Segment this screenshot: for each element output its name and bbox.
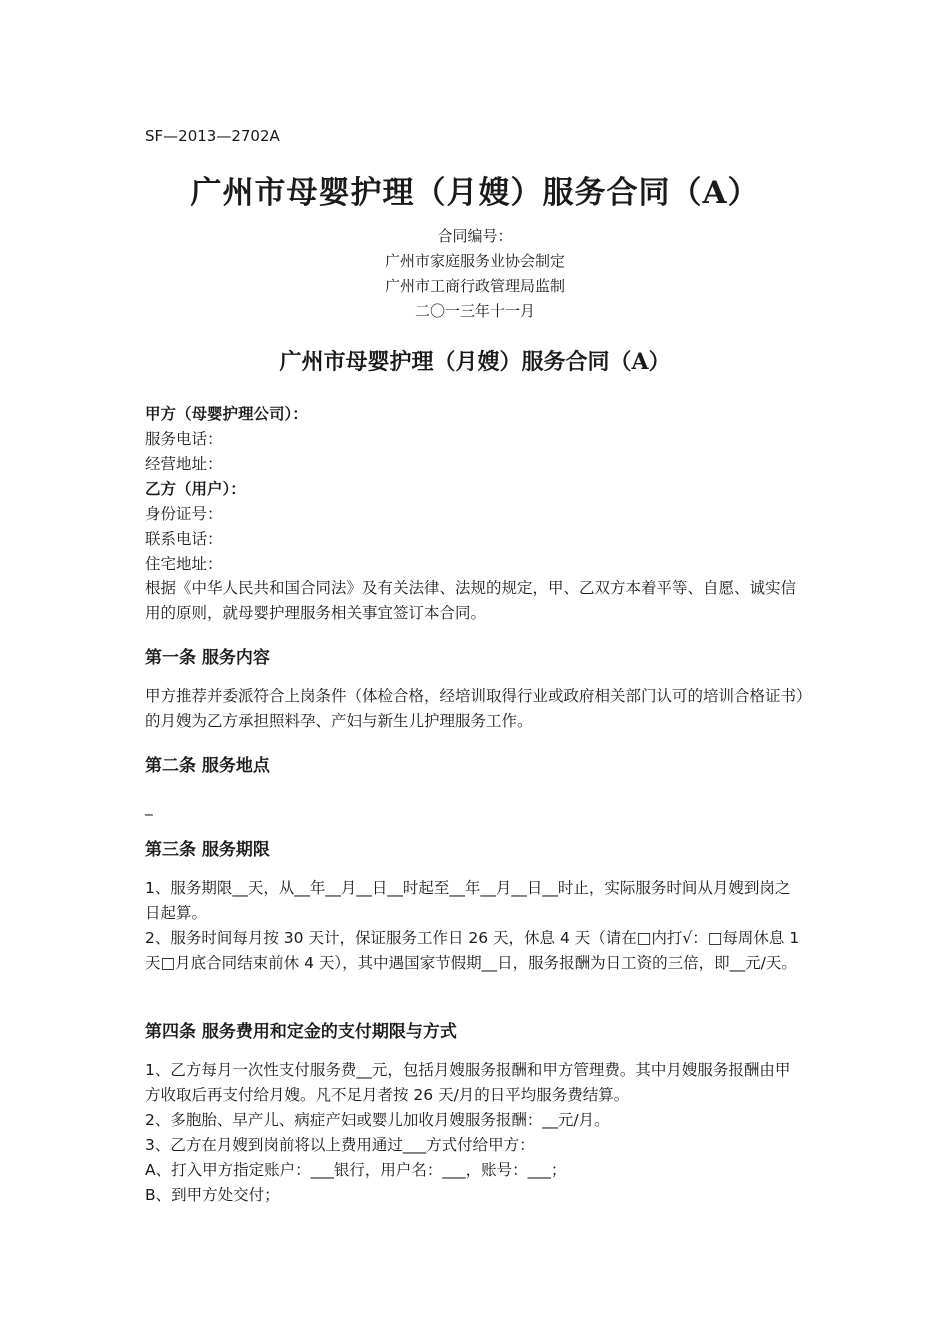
article-4-item-1: 1、乙方每月一次性支付服务费__元，包括月嫂服务报酬和甲方管理费。其中月嫂服务报酬由甲方收取后再支付给月嫂。凡不足月者按 26 天/月的日平均服务费结算。 — [145, 1061, 791, 1104]
preamble-paragraph: 根据《中华人民共和国合同法》及有关法律、法规的规定，甲、乙双方本着平等、自愿、诚实信用的原则，就母婴护理服务相关事宜签订本合同。 — [145, 579, 797, 622]
article-4-item-a: A、打入甲方指定账户：___银行，用户名：___，账号：___； — [145, 1161, 567, 1179]
article-3-item-1: 1、服务期限__天，从__年__月__日__时起至__年__月__日__时止，实际服务时间从月嫂到岗之日起算。 — [145, 879, 791, 922]
document-code: SF—2013—2702A — [145, 127, 280, 145]
contact-phone-field: 联系电话： — [145, 530, 223, 548]
contract-subtitle: 广州市母婴护理（月嫂）服务合同（A） — [279, 349, 671, 375]
article-2-heading: 第二条 服务地点 — [145, 756, 270, 776]
party-b-label: 乙方（用户）： — [145, 480, 246, 498]
date-line: 二〇一三年十一月 — [414, 302, 535, 320]
home-address-field: 住宅地址： — [145, 555, 223, 573]
article-3-item-2: 2、服务时间每月按 30 天计，保证服务工作日 26 天，休息 4 天（请在□内打√：□每周休息 1 天□月底合同结束前休 4 天），其中遇国家节假期__日，服务报酬为日工资的三倍，即__元/天。 — [145, 929, 800, 972]
contract-number-label: 合同编号： — [437, 227, 513, 245]
article-4-item-3: 3、乙方在月嫂到岗前将以上费用通过___方式付给甲方： — [145, 1136, 535, 1154]
article-4-item-b: B、到甲方处交付； — [145, 1186, 280, 1204]
supervisor-line: 广州市工商行政管理局监制 — [384, 277, 565, 295]
article-4-heading: 第四条 服务费用和定金的支付期限与方式 — [145, 1022, 457, 1042]
article-4-item-2: 2、多胞胎、早产儿、病症产妇或婴儿加收月嫂服务报酬：__元/月。 — [145, 1111, 610, 1129]
party-a-label: 甲方（母婴护理公司）： — [145, 405, 308, 423]
service-phone-field: 服务电话： — [145, 430, 223, 448]
issuer-line: 广州市家庭服务业协会制定 — [384, 252, 565, 270]
article-1-heading: 第一条 服务内容 — [145, 648, 270, 668]
article-2-body: _ — [145, 798, 153, 816]
article-3-heading: 第三条 服务期限 — [145, 840, 270, 860]
business-address-field: 经营地址： — [145, 455, 223, 473]
main-title: 广州市母婴护理（月嫂）服务合同（A） — [190, 175, 760, 211]
article-1-body: 甲方推荐并委派符合上岗条件（体检合格，经培训取得行业或政府相关部门认可的培训合格证书）的月嫂为乙方承担照料孕、产妇与新生儿护理服务工作。 — [145, 687, 804, 730]
id-number-field: 身份证号： — [145, 505, 223, 523]
